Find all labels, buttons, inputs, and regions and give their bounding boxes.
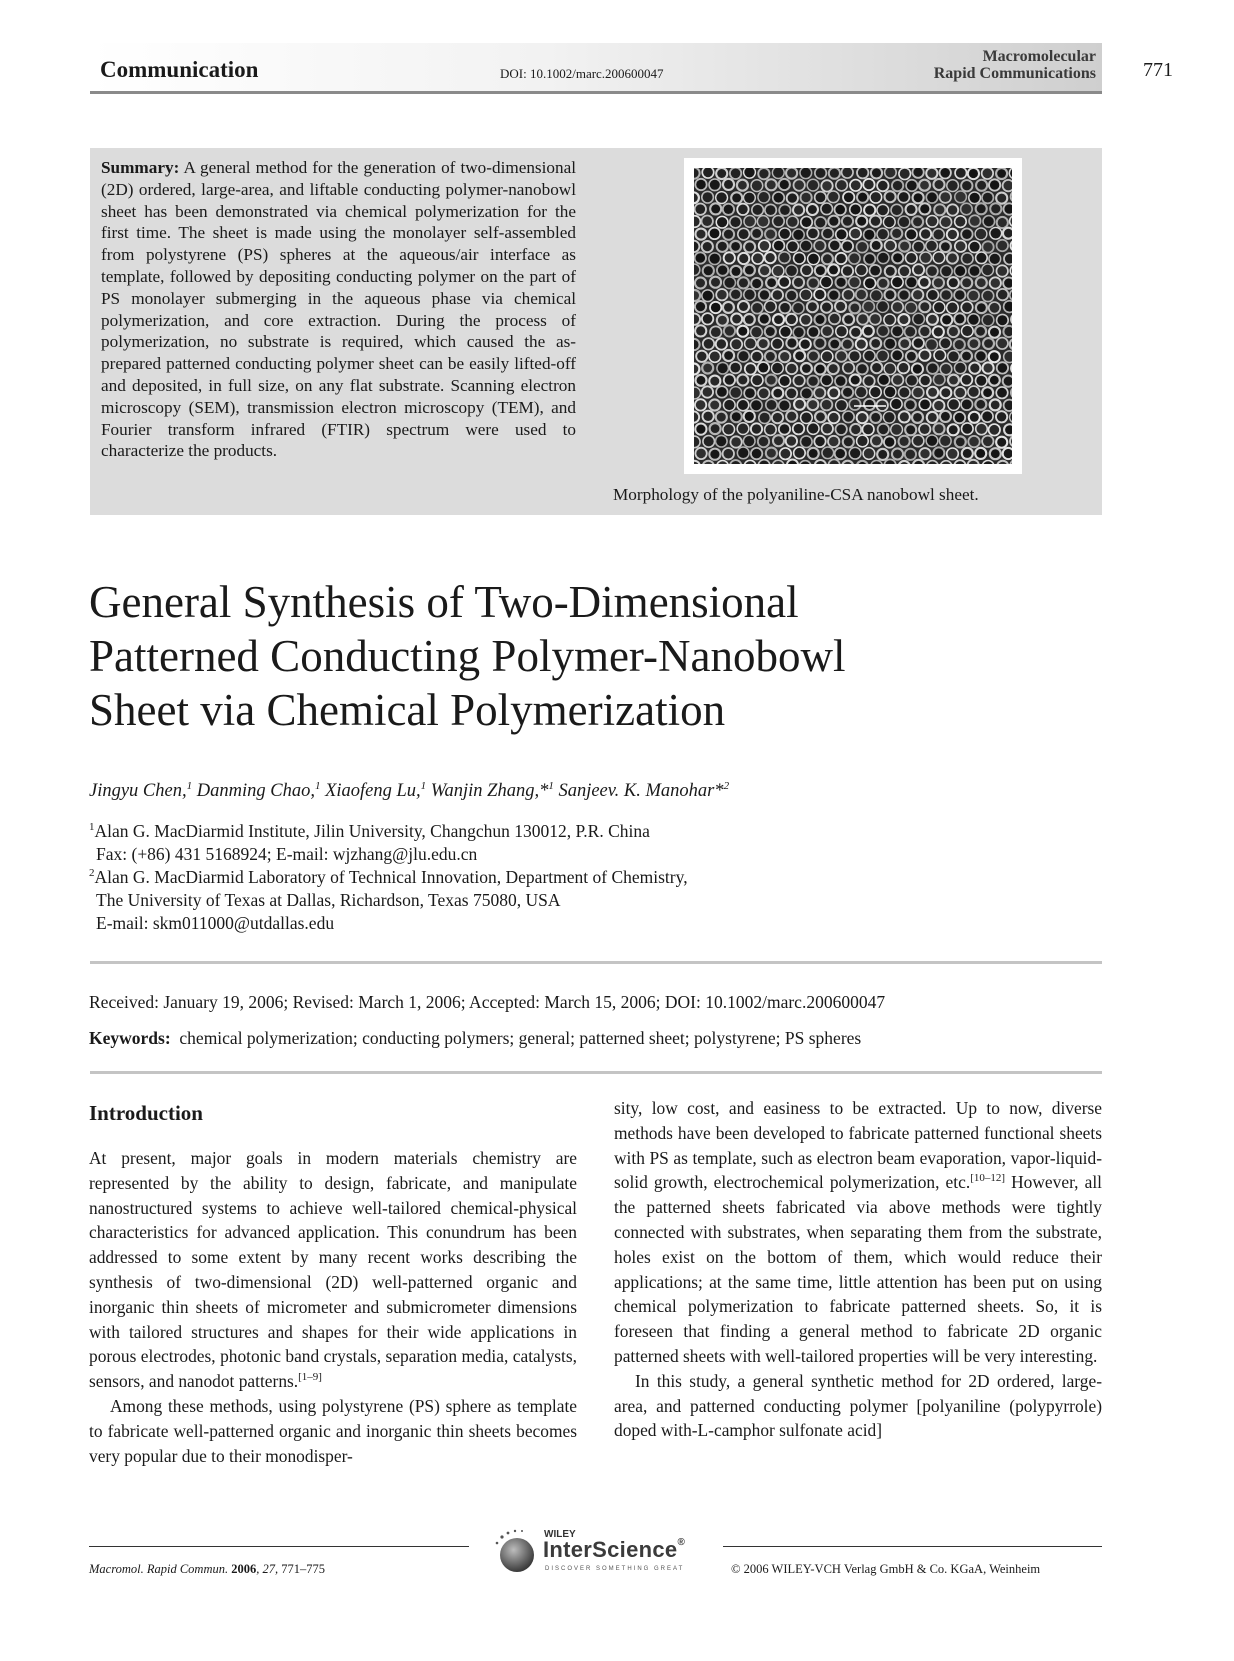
paragraph	[614, 1096, 1102, 1369]
registered-mark: ®	[677, 1537, 686, 1548]
author: Jingyu Chen,	[89, 781, 187, 802]
author-affil-sup: 1	[314, 780, 321, 792]
body-column-right	[614, 1096, 1102, 1443]
citation-volume: 27	[262, 1562, 275, 1576]
affiliation-line: The University of Texas at Dallas, Richardson, Texas 75080, USA	[96, 889, 561, 910]
affiliation-sup: 2	[89, 867, 95, 879]
sem-micrograph-image	[694, 168, 1012, 464]
section-heading-introduction: Introduction	[89, 1101, 203, 1125]
citation: [10–12]	[970, 1172, 1006, 1185]
footer-rule	[723, 1546, 1102, 1547]
journal-citation: Macromol. Rapid Commun. 2006, 27, 771–775	[89, 1562, 325, 1576]
title-line-1: General Synthesis of Two-Dimensional	[89, 577, 799, 627]
paragraph: Among these methods, using polystyrene (PS) sphere as template to fabricate well-patterned organic and inorganic thin sheets becomes very popular due to their monodisper-	[89, 1395, 577, 1466]
keywords-list: chemical polymerization; conducting polymers; general; patterned sheet; polystyrene; PS spheres	[179, 1028, 862, 1048]
citation: [1–9]	[298, 1371, 322, 1384]
body-column-left	[89, 1146, 577, 1468]
divider-rule	[90, 1071, 1102, 1074]
affiliation-2	[89, 862, 688, 935]
author: Xiaofeng Lu,	[325, 781, 421, 802]
summary-body: A general method for the generation of two-dimensional (2D) ordered, large-area, and liftable conducting polymer-nanobowl sheet has been demonstrated via chemical polymerization for the first time. The sheet is made using the monolayer self-assembled from polystyrene (PS) spheres at the aqueous/air interface as template, followed by depositing conducting polymer on the part of PS monolayer submerging in the aqueous phase via chemical polymerization, and core extraction. During the process of polymerization, no substrate is required, which caused the as-prepared patterned conducting polymer sheet can be easily lifted-off and deposited, in full size, on any flat substrate. Scanning electron microscopy (SEM), transmission electron microscopy (TEM), and Fourier transform infrared (FTIR) spectrum were used to characterize the products.	[101, 158, 576, 461]
footer-rule	[89, 1546, 469, 1547]
journal-name	[934, 48, 1096, 82]
image-caption: Morphology of the polyaniline-CSA nanobowl sheet.	[613, 485, 979, 504]
header-doi: DOI: 10.1002/marc.200600047	[500, 66, 664, 81]
received-dates: Received: January 19, 2006; Revised: March 1, 2006; Accepted: March 15, 2006; DOI: 10.1002/marc.200600047	[89, 992, 886, 1012]
affiliation-contact: Fax: (+86) 431 5168924; E-mail: wjzhang@jlu.edu.cn	[96, 843, 478, 864]
paragraph	[89, 1146, 577, 1394]
citation-year: 2006	[231, 1562, 257, 1576]
affiliation-line: Alan G. MacDiarmid Institute, Jilin University, Changchun 130012, P.R. China	[94, 820, 650, 841]
title-line-2: Patterned Conducting Polymer-Nanobowl	[89, 631, 846, 681]
journal-name-line2: Rapid Communications	[933, 65, 1096, 82]
article-title	[89, 575, 989, 737]
author: Sanjeev. K. Manohar*	[558, 781, 724, 802]
logo-text: InterScience	[543, 1537, 678, 1562]
page-number: 771	[1143, 59, 1173, 81]
author-affil-sup: 1	[186, 780, 193, 792]
author-affil-sup: 1	[548, 780, 554, 792]
logo-tagline: DISCOVER SOMETHING GREAT	[545, 1566, 685, 1572]
paragraph-text: At present, major goals in modern materials chemistry are represented by the ability to design, fabricate, and manipulate nanostructured systems to achieve well-tailored chemical-physical characteristics for advanced application. This conundrum has been addressed to some extent by many recent works describing the synthesis of two-dimensional (2D) well-patterned organic and inorganic thin sheets of micrometer and submicrometer dimensions with tailored structures and shapes for their wide applications in porous electrodes, photonic band crystals, separation media, catalysts, sensors, and nanodot patterns.	[89, 1148, 577, 1392]
journal-abbreviation: Macromol. Rapid Commun.	[89, 1562, 229, 1576]
summary-label: Summary:	[101, 158, 180, 177]
summary-text	[101, 157, 576, 462]
author-affil-sup: 2	[723, 780, 730, 792]
affiliation-line: Alan G. MacDiarmid Laboratory of Technical Innovation, Department of Chemistry,	[94, 866, 688, 887]
keywords-label: Keywords:	[89, 1028, 171, 1048]
divider-rule	[90, 961, 1102, 964]
copyright: © 2006 WILEY-VCH Verlag GmbH & Co. KGaA, Weinheim	[731, 1562, 1041, 1576]
journal-name-line1: Macromolecular	[982, 48, 1096, 65]
author: Wanjin Zhang,*	[430, 781, 549, 802]
citation-pages: 771–775	[281, 1562, 325, 1576]
paragraph-text: sity, low cost, and easiness to be extracted. Up to now, diverse methods have been developed to fabricate patterned functional sheets with PS as template, such as electron beam evaporation, vapor-liquid-solid growth, electrochemical polymerization, etc.	[614, 1098, 1102, 1193]
affiliation-1	[89, 816, 650, 866]
author-list	[89, 780, 729, 802]
keywords	[89, 1028, 861, 1049]
affiliation-sup: 1	[89, 821, 95, 833]
paragraph: In this study, a general synthetic method for 2D ordered, large-area, and patterned conducting polymer [polyaniline (polypyrrole) doped with-L-camphor sulfonate acid]	[614, 1370, 1102, 1441]
logo-interscience-label	[543, 1537, 685, 1563]
affiliation-contact: E-mail: skm011000@utdallas.edu	[96, 912, 335, 933]
author-affil-sup: 1	[420, 780, 427, 792]
section-label: Communication	[100, 57, 259, 82]
logo-wiley-label: WILEY	[544, 1529, 576, 1540]
author: Danming Chao,	[196, 781, 315, 802]
paragraph-text: However, all the patterned sheets fabricated via above methods were tightly connected with substrates, when separating them from the substrate, holes exist on the bottom of them, which would reduce their applications; at the same time, little attention has been put on using chemical polymerization to fabricate patterned sheets. So, it is foreseen that finding a general method to fabricate 2D organic patterned sheets with well-tailored properties will be very interesting.	[614, 1172, 1103, 1366]
title-line-3: Sheet via Chemical Polymerization	[89, 685, 726, 735]
